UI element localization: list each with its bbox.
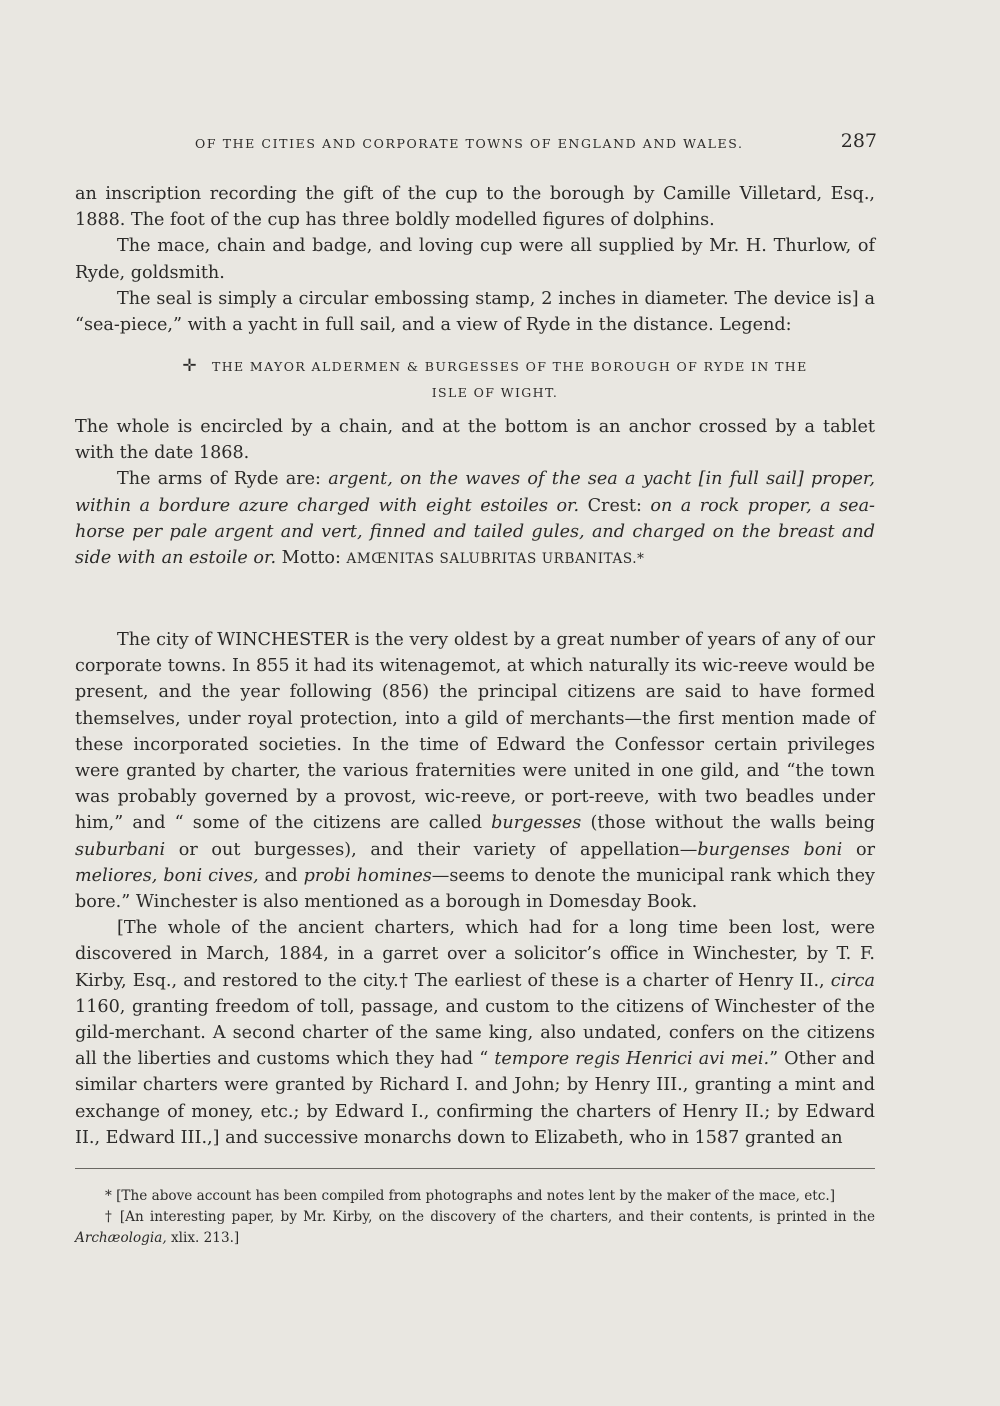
- text-run: xlix. 213.]: [166, 1230, 240, 1246]
- footnote-2: [75, 1207, 875, 1249]
- text-run: 1160, granting freedom of toll, passage, and custom to the citizens of Winchester of the gild-merchant. A second charter of the same king, also undated, confers on the citizens all the liberties and customs which they had “: [75, 996, 875, 1070]
- paragraph-cup-inscription: an inscription recording the gift of the cup to the borough by Camille Villetard, Esq., 1888. The foot of the cup has three boldly modelled figures of dolphins.: [75, 184, 875, 231]
- italic-run: probi homines: [303, 865, 432, 886]
- legend-text-1: THE MAYOR ALDERMEN & BURGESSES OF THE BOROUGH OF RYDE IN THE: [212, 359, 808, 374]
- text-run: (those without the walls being: [581, 813, 875, 834]
- italic-run: burgesses: [491, 813, 582, 834]
- legend-line-2: ISLE OF WIGHT.: [431, 385, 559, 400]
- arms-lead: The arms of Ryde are:: [117, 469, 329, 490]
- italic-run: circa: [830, 970, 875, 991]
- footnotes: [75, 1186, 875, 1249]
- ryde-arms: [75, 414, 875, 572]
- motto-text: AMŒNITAS SALUBRITAS URBANITAS.*: [346, 551, 645, 568]
- footnote-rule: [75, 1168, 875, 1169]
- text-run: † [An interesting paper, by Mr. Kirby, on the discovery of the charters, and their contents, is printed in the: [105, 1209, 875, 1225]
- paragraph-winchester-history: [75, 627, 875, 915]
- paragraph-seal: The seal is simply a circular embossing stamp, 2 inches in diameter. The device is] a “sea-piece,” with a yacht in full sail, and a view of Ryde in the distance. Legend:: [75, 288, 875, 336]
- page-number: 287: [840, 130, 877, 152]
- italic-run: burgenses boni: [697, 839, 843, 860]
- legend-line-1: [115, 353, 875, 380]
- italic-run: tempore regis Henrici avi mei.: [494, 1049, 770, 1070]
- winchester-section: [75, 627, 875, 1151]
- crest-label: Crest:: [579, 495, 651, 516]
- paragraph-chain: The whole is encircled by a chain, and at the bottom is an anchor crossed by a tablet with the date 1868.: [75, 417, 875, 464]
- cross-icon: ✛: [182, 356, 198, 376]
- italic-run: suburbani: [75, 839, 166, 860]
- running-title: OF THE CITIES AND CORPORATE TOWNS OF ENGLAND AND WALES.: [195, 136, 744, 151]
- paragraph-mace-supplier: The mace, chain and badge, and loving cup were all supplied by Mr. H. Thurlow, of Ryde, goldsmith.: [75, 236, 875, 283]
- text-run: or out burgesses), and their variety of appellation—: [165, 839, 698, 860]
- text-run: or: [842, 839, 875, 860]
- motto-label: Motto:: [276, 548, 347, 569]
- text-run: The city of WINCHESTER is the very oldest by a great number of years of any of our corporate towns. In 855 it had its witenagemot, at which naturally its wic-reeve would be present, and the year following (856) the principal citizens are said to have formed themselves, under royal protection, into a gild of merchants—the first mention made of these incorporated societies. In the time of Edward the Confessor certain privileges were granted by charter, the various fraternities were united in one gild, and “the town was probably governed by a provost, wic-reeve, or port-reeve, with two beadles under him,” and “ some of the citizens are called: [75, 630, 875, 834]
- paragraph-winchester-charters: [75, 915, 875, 1151]
- text-run: and: [258, 865, 304, 886]
- footnote-1: * [The above account has been compiled from photographs and notes lent by the maker of the mace, etc.]: [105, 1188, 836, 1204]
- text-run: —seems to denote the municipal rank which they bore.” Winchester is also mentioned as a borough in Domesday Book.: [75, 865, 875, 913]
- text-run: [The whole of the ancient charters, which had for a long time been lost, were discovered in March, 1884, in a garret over a solicitor’s office in Winchester, by T. F. Kirby, Esq., and restored to the city.† The earliest of these is a charter of Henry II.,: [75, 918, 875, 991]
- italic-run: Archæologia,: [75, 1230, 167, 1246]
- italic-run: meliores, boni cives,: [75, 865, 259, 886]
- page-header: [75, 130, 880, 158]
- text-run: ” Other and similar charters were granted by Richard I. and John; by Henry III., granting a mint and exchange of money, etc.; by Edward I., confirming the charters of Henry II.; by Edward II., Edward III.,] and successive monarchs down to Elizabeth, who in 1587 granted an: [75, 1049, 875, 1148]
- seal-legend: [115, 353, 875, 406]
- crest-blazon: on a rock proper, a sea-horse per pale argent and vert, finned and tailed gules, and charged on the breast and side with an estoile or.: [75, 495, 876, 569]
- paragraph-arms: [75, 466, 875, 572]
- ryde-description: [75, 181, 875, 338]
- arms-blazon: argent, on the waves of the sea a yacht [in full sail] proper, within a bordure azure charged with eight estoiles or.: [75, 469, 875, 516]
